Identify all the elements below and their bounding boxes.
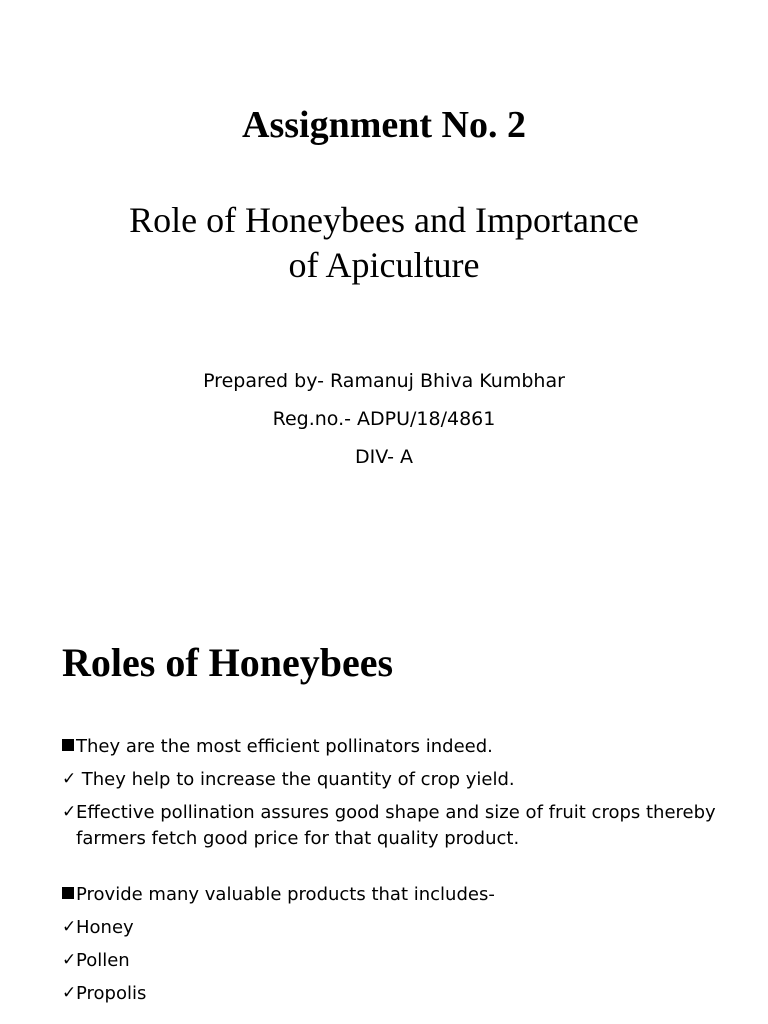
square-bullet-icon — [62, 887, 74, 899]
checkmark-icon: ✓ — [62, 983, 77, 1003]
division: DIV- A — [354, 446, 413, 468]
list-item — [62, 977, 722, 1010]
checkmark-icon: ✓ — [62, 769, 77, 789]
slide-title: Assignment No. 2 — [242, 104, 526, 146]
bullet-text: Provide many valuable products that includes- — [76, 884, 495, 905]
list-item — [62, 763, 722, 796]
section-heading: Roles of Honeybees — [62, 640, 394, 685]
prepared-by: Prepared by- Ramanuj Bhiva Kumbhar — [203, 370, 565, 392]
list-item — [62, 944, 722, 977]
bullet-text: Honey — [76, 917, 134, 938]
square-bullet-icon — [62, 739, 74, 751]
bullet-text: They help to increase the quantity of crop yield. — [76, 769, 515, 790]
subtitle-line-1: Role of Honeybees and Importance — [129, 200, 639, 240]
checkmark-icon: ✓ — [62, 917, 77, 937]
list-item — [62, 730, 722, 763]
list-item — [62, 878, 722, 911]
list-item — [62, 796, 722, 852]
bullet-text: Pollen — [76, 950, 130, 971]
checkmark-icon: ✓ — [62, 950, 77, 970]
bullet-text: They are the most efficient pollinators indeed. — [76, 736, 493, 757]
bullet-text: Effective pollination assures good shape and size of fruit crops thereby farmers fetch good price for that quality product. — [76, 802, 716, 849]
checkmark-icon: ✓ — [62, 802, 77, 822]
bullet-text: Propolis — [76, 983, 147, 1004]
registration-number: Reg.no.- ADPU/18/4861 — [272, 408, 496, 430]
list-item — [62, 911, 722, 944]
subtitle-line-2: of Apiculture — [288, 245, 480, 285]
author-info — [0, 362, 768, 476]
bullet-list — [62, 730, 722, 1010]
slide-subtitle — [40, 198, 728, 288]
